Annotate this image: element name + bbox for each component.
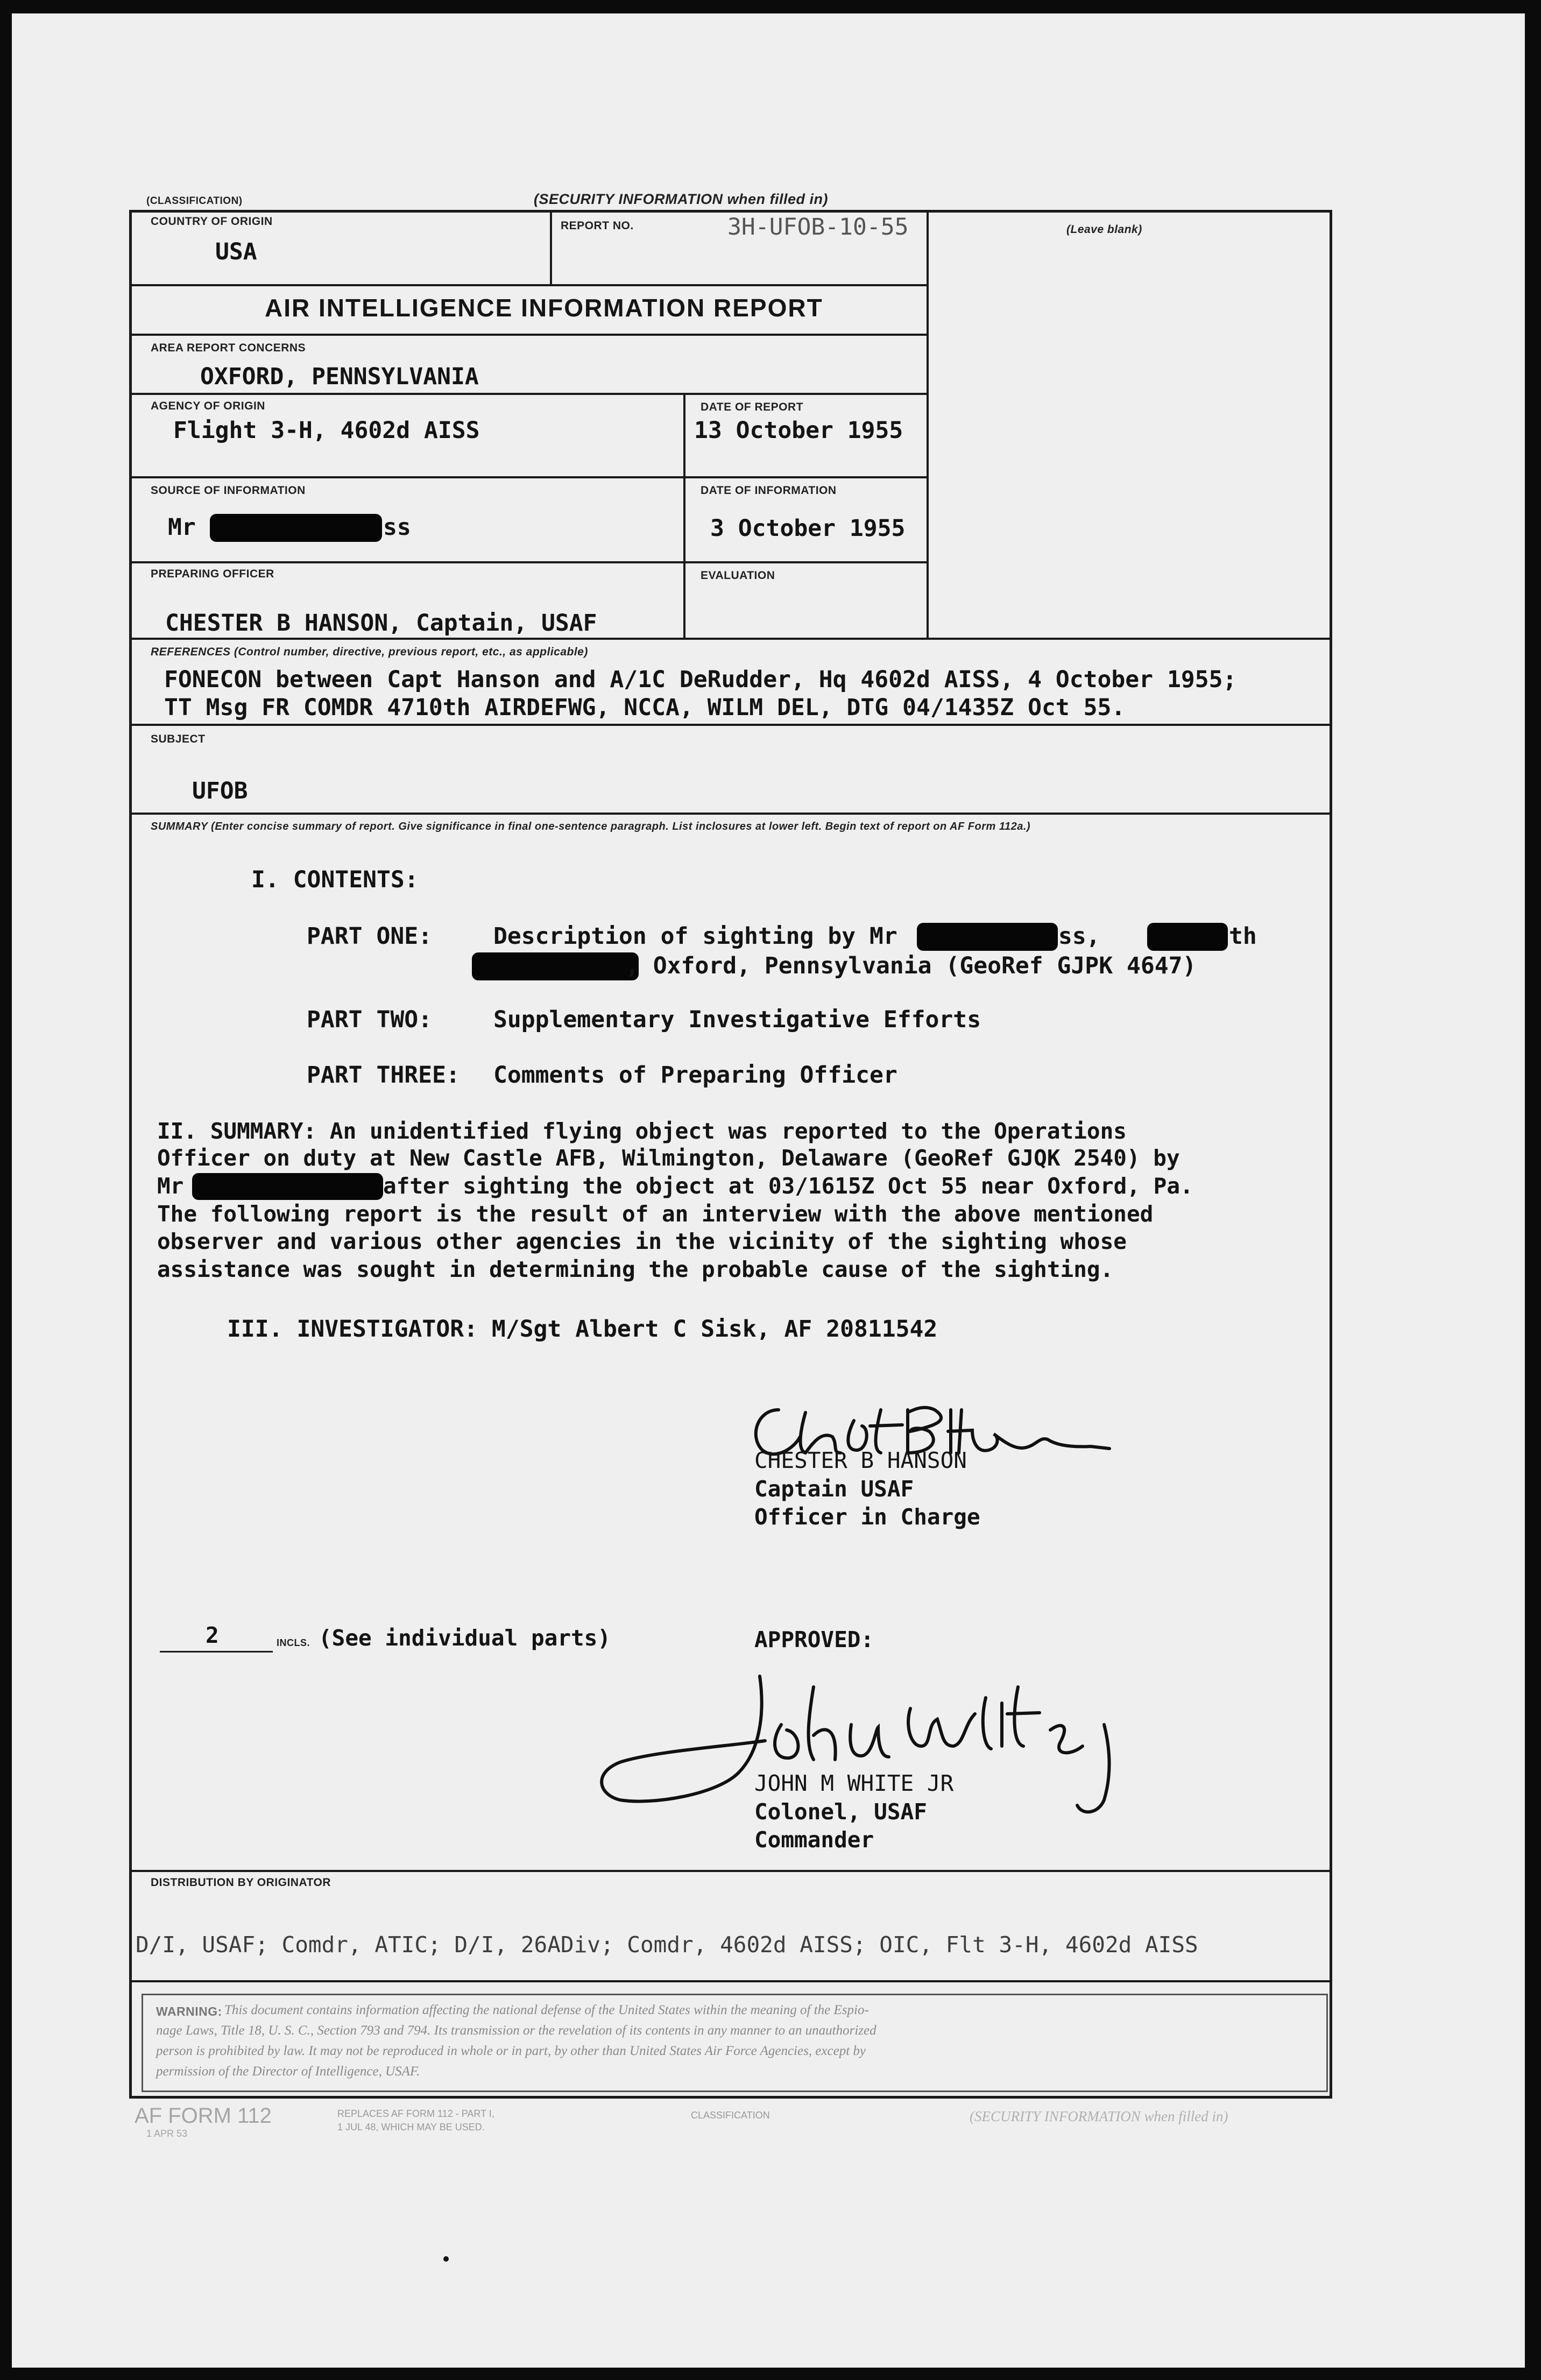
source-suffix: ss bbox=[383, 514, 411, 541]
references-line-1: FONECON between Capt Hanson and A/1C DeRudder, Hq 4602d AISS, 4 October 1955; bbox=[164, 666, 1237, 693]
part-one-line-2: , Oxford, Pennsylvania (GeoRef GJPK 4647) bbox=[625, 952, 1197, 979]
form-number: AF FORM 112 bbox=[135, 2104, 272, 2128]
agency-of-origin-label: AGENCY OF ORIGIN bbox=[151, 400, 265, 412]
part-one-line-1c: th bbox=[1229, 923, 1257, 950]
subject-value: UFOB bbox=[192, 778, 248, 804]
subject-label: SUBJECT bbox=[151, 733, 206, 745]
summary-line-3-rest: after sighting the object at 03/1615Z Oct 55 near Oxford, Pa. bbox=[383, 1173, 1193, 1199]
footer-classification: CLASSIFICATION bbox=[691, 2110, 770, 2121]
approver-title: Commander bbox=[754, 1827, 874, 1853]
warning-label: WARNING: bbox=[156, 2004, 222, 2018]
warning-line: This document contains information affecting the national defense of the United States within the meaning of the Espio- bbox=[224, 2003, 869, 2017]
part-three-text: Comments of Preparing Officer bbox=[493, 1062, 897, 1089]
summary-line: assistance was sought in determining the probable cause of the sighting. bbox=[157, 1256, 1114, 1282]
approved-label: APPROVED: bbox=[754, 1627, 874, 1652]
inclosures-underline bbox=[160, 1651, 273, 1652]
date-of-information-label: DATE OF INFORMATION bbox=[701, 484, 837, 497]
date-of-report-label: DATE OF REPORT bbox=[701, 401, 803, 413]
part-two-label: PART TWO: bbox=[307, 1006, 432, 1033]
country-of-origin-value: USA bbox=[215, 238, 257, 265]
inclosures-count: 2 bbox=[206, 1622, 219, 1648]
redaction-bar bbox=[210, 514, 382, 542]
redaction-bar bbox=[917, 923, 1058, 951]
source-prefix: Mr bbox=[168, 514, 196, 541]
signer-rank: Captain USAF bbox=[754, 1476, 914, 1502]
report-no-label: REPORT NO. bbox=[561, 220, 634, 232]
evaluation-label: EVALUATION bbox=[701, 569, 775, 582]
rule bbox=[129, 813, 1332, 815]
rule bbox=[129, 476, 927, 478]
leave-blank-label: (Leave blank) bbox=[1066, 223, 1142, 236]
contents-heading: I. CONTENTS: bbox=[251, 866, 419, 893]
rule bbox=[129, 724, 1332, 726]
rule bbox=[129, 561, 927, 563]
warning-line: person is prohibited by law. It may not be reproduced in whole or in part, by other than United States Air Force Agencies, except by bbox=[156, 2044, 866, 2058]
warning-line: permission of the Director of Intelligence, USAF. bbox=[156, 2064, 420, 2079]
agency-of-origin-value: Flight 3-H, 4602d AISS bbox=[173, 417, 480, 444]
summary-line: II. SUMMARY: An unidentified flying object was reported to the Operations bbox=[157, 1118, 1127, 1144]
rule bbox=[129, 638, 1332, 640]
investigator-line: III. INVESTIGATOR: M/Sgt Albert C Sisk, AF 20811542 bbox=[227, 1316, 938, 1343]
date-of-report-value: 13 October 1955 bbox=[694, 417, 903, 444]
summary-line: The following report is the result of an interview with the above mentioned bbox=[157, 1201, 1154, 1227]
redaction-bar bbox=[1147, 923, 1228, 951]
rule bbox=[129, 393, 927, 395]
report-no-value: 3H-UFOB-10-55 bbox=[727, 214, 909, 241]
references-line-2: TT Msg FR COMDR 4710th AIRDEFWG, NCCA, WILM DEL, DTG 04/1435Z Oct 55. bbox=[164, 694, 1126, 721]
area-report-concerns-label: AREA REPORT CONCERNS bbox=[151, 342, 306, 354]
distribution-text: D/I, USAF; Comdr, ATIC; D/I, 26ADiv; Comdr, 4602d AISS; OIC, Flt 3-H, 4602d AISS bbox=[136, 1932, 1198, 1958]
part-one-line-1b: ss, bbox=[1058, 923, 1100, 950]
redaction-bar bbox=[472, 952, 639, 980]
part-one-line-1a: Description of sighting by Mr bbox=[493, 923, 897, 950]
rule bbox=[129, 284, 927, 286]
summary-label: SUMMARY (Enter concise summary of report. Give significance in final one-sentence paragraph. List inclosures at lower left. Begin text of report on AF Form 112a.) bbox=[151, 821, 1031, 832]
punch-dot bbox=[443, 2256, 449, 2262]
part-one-label: PART ONE: bbox=[307, 923, 432, 950]
part-three-label: PART THREE: bbox=[307, 1062, 460, 1089]
summary-line: Officer on duty at New Castle AFB, Wilmington, Delaware (GeoRef GJQK 2540) by bbox=[157, 1145, 1180, 1171]
document-page bbox=[12, 13, 1525, 2368]
rule bbox=[129, 1870, 1332, 1872]
form-date: 1 APR 53 bbox=[146, 2128, 188, 2139]
rule bbox=[683, 393, 685, 639]
replaces-line-2: 1 JUL 48, WHICH MAY BE USED. bbox=[337, 2122, 485, 2132]
replaces-line-1: REPLACES AF FORM 112 - PART I, bbox=[337, 2108, 494, 2119]
references-label: REFERENCES (Control number, directive, previous report, etc., as applicable) bbox=[151, 646, 588, 658]
signer-title: Officer in Charge bbox=[754, 1504, 980, 1530]
area-report-concerns-value: OXFORD, PENNSYLVANIA bbox=[200, 363, 479, 390]
redaction-bar bbox=[192, 1173, 383, 1200]
rule bbox=[550, 210, 552, 285]
date-of-information-value: 3 October 1955 bbox=[710, 515, 906, 542]
distribution-label: DISTRIBUTION BY ORIGINATOR bbox=[151, 1876, 331, 1889]
approver-name: JOHN M WHITE JR bbox=[754, 1770, 954, 1796]
approver-rank: Colonel, USAF bbox=[754, 1799, 927, 1825]
signer-name: CHESTER B HANSON bbox=[754, 1447, 967, 1473]
preparing-officer-value: CHESTER B HANSON, Captain, USAF bbox=[165, 610, 597, 637]
form-title: AIR INTELLIGENCE INFORMATION REPORT bbox=[265, 294, 823, 322]
inclosures-text: (See individual parts) bbox=[319, 1625, 611, 1651]
rule bbox=[129, 1980, 1332, 1982]
rule bbox=[927, 210, 929, 639]
warning-line: nage Laws, Title 18, U. S. C., Section 793 and 794. Its transmission or the revelation of its contents in any manner to an unauthorized bbox=[156, 2023, 876, 2038]
rule bbox=[129, 334, 927, 336]
part-two-text: Supplementary Investigative Efforts bbox=[493, 1006, 981, 1033]
summary-line: Mr bbox=[157, 1173, 184, 1199]
country-of-origin-label: COUNTRY OF ORIGIN bbox=[151, 215, 273, 228]
preparing-officer-label: PREPARING OFFICER bbox=[151, 568, 274, 580]
inclosures-label: INCLS. bbox=[277, 1637, 310, 1648]
classification-label: (CLASSIFICATION) bbox=[146, 195, 243, 207]
summary-line: observer and various other agencies in the vicinity of the sighting whose bbox=[157, 1228, 1127, 1254]
footer-security: (SECURITY INFORMATION when filled in) bbox=[970, 2108, 1228, 2124]
source-of-information-label: SOURCE OF INFORMATION bbox=[151, 484, 306, 497]
security-information-top: (SECURITY INFORMATION when filled in) bbox=[534, 191, 828, 207]
